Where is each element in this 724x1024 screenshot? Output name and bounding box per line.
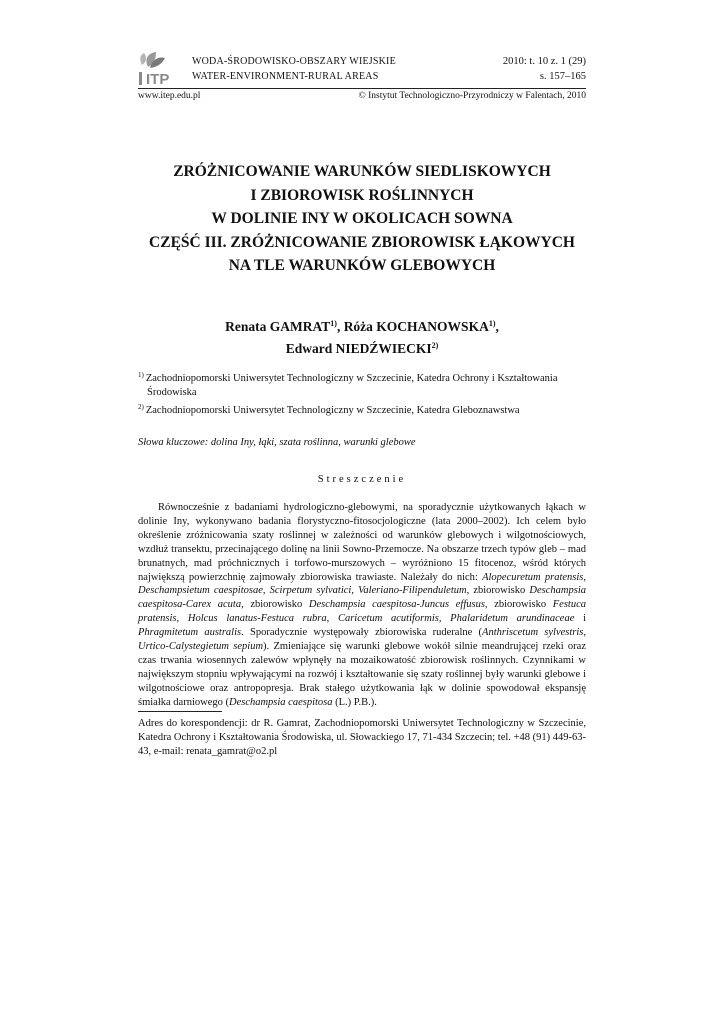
journal-name-pl: WODA-ŚRODOWISKO-OBSZARY WIEJSKIE	[192, 56, 396, 67]
abstract-text: ,	[583, 627, 586, 639]
taxon-name: Alopecuretum pratensis	[482, 571, 584, 583]
paper-title	[110, 160, 614, 278]
taxon-name: Deschampsia caespitosa-Juncus effusus	[308, 599, 485, 611]
affiliation-text: Zachodniopomorski Uniwersytet Technologiczny w Szczecinie, Katedra Ochrony i Kształtowania Środowiska	[145, 373, 558, 398]
affiliation-mark: 1)	[488, 319, 496, 328]
taxon-name: Caricetum acutiformis	[337, 613, 439, 625]
affiliation-mark: 1)	[330, 319, 337, 328]
abstract-text: , zbiorowisko	[484, 599, 553, 611]
abstract-text: ,	[326, 613, 338, 625]
affiliations	[138, 368, 586, 418]
affiliation-text: Zachodniopomorski Uniwersytet Technologiczny w Szczecinie, Katedra Gleboznawstwa	[145, 405, 520, 416]
affiliation-mark: 1)	[138, 371, 144, 379]
author-name: , Róża KOCHANOWSKA	[336, 319, 489, 334]
abstract-text: Równocześnie z badaniami hydrologiczno-glebowymi, na sporadycznie użytkowanych łąkach w dolinie Iny, wykonywano badania florystyczno-fitosocjologiczne (lata 2000–2002). Ich celem było określenie zróżnicowania szaty roślinnej w zależności od warunków glebowych i wilgotnościowych, wzdłuż transektu, przecinającego dolinę na linii Sowno-Przemocze. Na obszarze trzech typów gleb – mad brunatnych, mad próchnicznych i torfowo-murszowych – wyróżniono 15 fitocenoz, wśród których największą powierzchnię zajmowały zbiorowiska trawiaste. Należały do nich:	[138, 502, 586, 583]
taxon-name: Urtico-Calystegietum sepium	[138, 641, 264, 653]
abstract-text: ). Zmieniające się warunki glebowe wokół silnie meandrującej rzeki oraz czas trwania wiosennych zalewów wpłynęły na mozaikowatość zbiorowisk roślinnych. Czynnikami w największym stopniu wpływającymi na rozwój i kształtowanie się szaty roślinnej były warunki glebowe i wilgotnościowe oraz antropopresja. Brak stałego użytkowania łąk w dolinie spowodował ekspansję śmiałka darniowego (	[138, 641, 586, 708]
taxon-name: Scirpetum sylvatici	[269, 585, 352, 597]
taxon-name: Anthriscetum sylvestris	[482, 627, 584, 639]
affiliation-mark: 2)	[431, 341, 439, 350]
abstract-text: ,	[176, 613, 188, 625]
taxon-name: Deschampsietum caespitosae	[138, 585, 263, 597]
abstract-text: ,	[351, 585, 359, 597]
svg-text:ITP: ITP	[146, 71, 170, 87]
abstract-heading: Streszczenie	[317, 474, 407, 485]
correspondence-address: Adres do korespondencji: dr R. Gamrat, Zachodniopomorski Uniwersytet Technologiczny w Szczecinie, Katedra Ochrony i Kształtowania Środowiska, ul. Słowackiego 17, 71-434 Szczecin; tel. +48 (91) 449-63-43, e-mail: renata_gamrat@o2.pl	[138, 718, 586, 757]
author-line	[110, 336, 614, 358]
keywords: Słowa kluczowe: dolina Iny, łąki, szata roślinna, warunki glebowe	[138, 437, 416, 448]
affiliation-item	[138, 368, 586, 400]
volume-info	[503, 54, 586, 84]
abstract-text: . Sporadycznie występowały zbiorowiska ruderalne (	[241, 627, 483, 639]
abstract-text: ,	[583, 571, 587, 583]
taxon-name: Phragmitetum australis	[138, 627, 242, 639]
journal-name	[192, 54, 396, 84]
affiliation-mark: 2)	[138, 403, 144, 411]
abstract-text: , zbiorowisko	[466, 585, 530, 597]
title-line: W DOLINIE INY W OKOLICACH SOWNA	[211, 210, 513, 227]
abstract-text: (L.) P.B.).	[332, 696, 377, 708]
author-name: Renata GAMRAT	[225, 319, 331, 334]
affiliation-item	[138, 400, 586, 418]
abstract-text: i	[574, 613, 587, 625]
taxon-name: Festuca pratensis	[138, 599, 586, 625]
itp-logo-icon	[138, 51, 186, 87]
footnote-divider	[138, 711, 222, 712]
author-line	[110, 314, 614, 336]
abstract-paragraph	[138, 501, 586, 710]
page-range: s. 157–165	[539, 71, 586, 82]
website-link[interactable]: www.itep.edu.pl	[138, 91, 201, 101]
journal-header	[138, 50, 586, 90]
taxon-name: Valeriano-Filipenduletum	[358, 585, 467, 597]
taxon-name: Deschampsia caespitosa	[228, 696, 333, 708]
taxon-name: Deschampsia caespitosa-Carex acuta	[138, 585, 586, 611]
header-divider	[138, 88, 586, 89]
author-separator: ,	[495, 319, 499, 334]
title-line: CZĘŚĆ III. ZRÓŻNICOWANIE ZBIOROWISK ŁĄKOWYCH	[149, 233, 575, 251]
abstract-text: ,	[262, 585, 270, 597]
abstract-body	[138, 501, 586, 710]
author-name: Edward NIEDŹWIECKI	[285, 341, 432, 356]
author-list	[110, 314, 614, 358]
title-line: I ZBIOROWISK ROŚLINNYCH	[250, 186, 474, 204]
title-line: NA TLE WARUNKÓW GLEBOWYCH	[228, 257, 496, 274]
journal-name-en: WATER-ENVIRONMENT-RURAL AREAS	[192, 71, 379, 82]
abstract-text: ,	[438, 613, 451, 625]
abstract-text: , zbiorowisko	[241, 599, 309, 611]
volume-issue: 2010: t. 10 z. 1 (29)	[502, 56, 586, 67]
taxon-name: Holcus lanatus-Festuca rubra	[187, 613, 327, 625]
title-line: ZRÓŻNICOWANIE WARUNKÓW SIEDLISKOWYCH	[173, 163, 551, 180]
taxon-name: Phalaridetum arundinaceae	[450, 613, 575, 625]
copyright-notice: © Instytut Technologiczno-Przyrodniczy w Falentach, 2010	[358, 91, 586, 101]
